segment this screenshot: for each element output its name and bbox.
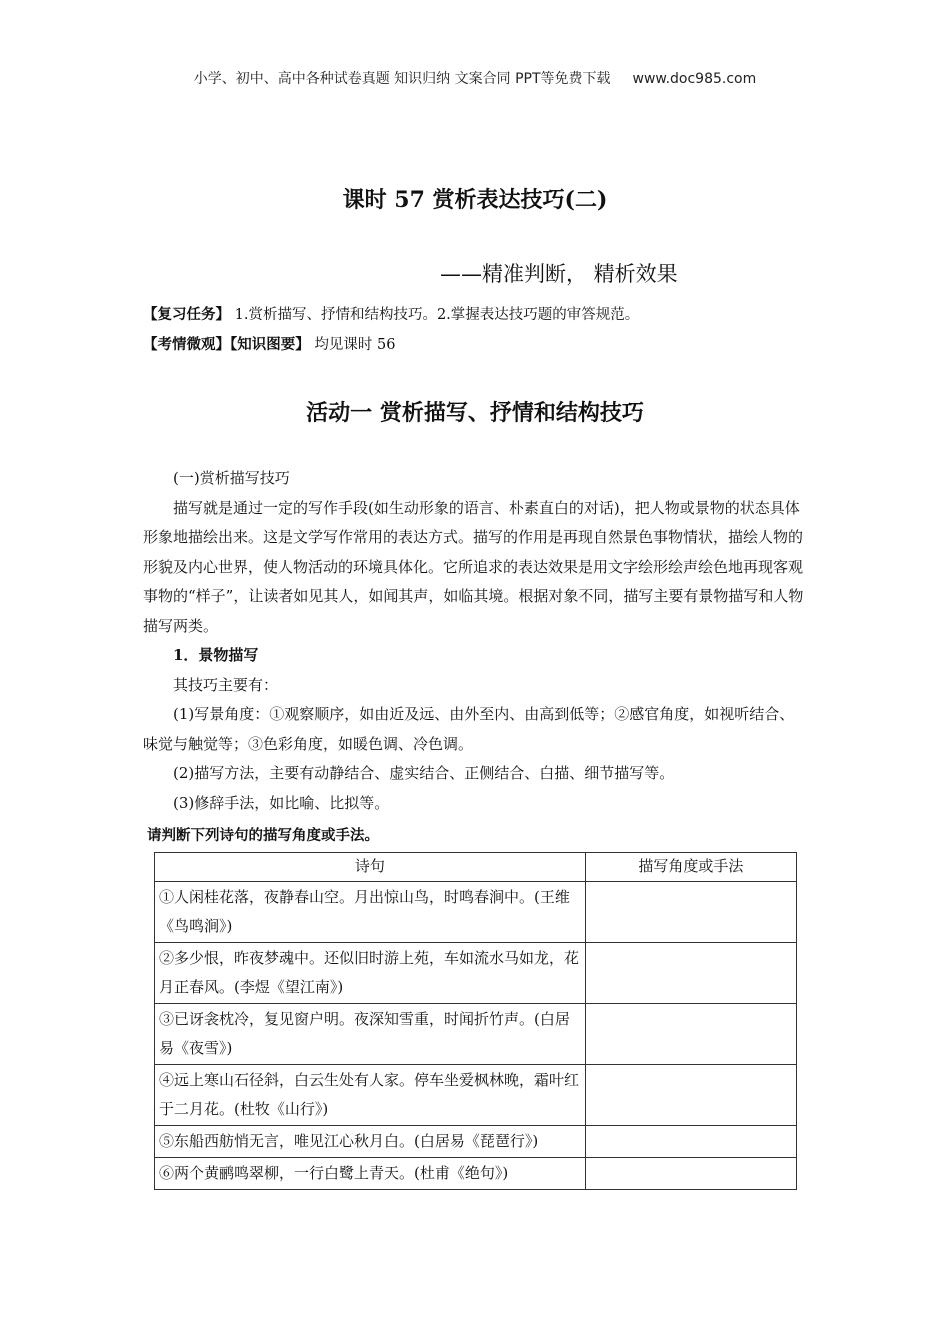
column-header-poem: 诗句 <box>155 853 586 882</box>
point-method: (2)描写方法，主要有动静结合、虚实结合、正侧结合、白描、细节描写等。 <box>173 764 675 782</box>
review-task-tag: 【复习任务】 <box>143 307 230 323</box>
poem-table <box>154 852 797 1190</box>
poem-cell: ②多少恨，昨夜梦魂中。还似旧时游上苑，车如流水马如龙，花月正春风。(李煜《望江南》) <box>155 943 586 1004</box>
lesson-subtitle: ——精准判断， 精析效果 <box>440 262 678 286</box>
sub-heading: (一)赏析描写技巧 <box>173 469 290 487</box>
table-row <box>155 1158 797 1190</box>
column-header-technique: 描写角度或手法 <box>585 853 796 882</box>
header-site-link[interactable]: www.doc985.com <box>632 71 757 87</box>
item-heading-scenery: 1．景物描写 <box>173 646 259 664</box>
poem-cell: ⑤东船西舫悄无言，唯见江心秋月白。(白居易《琵琶行》) <box>155 1126 586 1158</box>
exam-info-text: 均见课时 56 <box>314 337 396 353</box>
section-title: 活动一 赏析描写、抒情和结构技巧 <box>306 400 644 426</box>
table-row <box>155 882 797 943</box>
answer-cell[interactable] <box>585 1126 796 1158</box>
table-row <box>155 1126 797 1158</box>
lesson-title: 课时 57 赏析表达技巧(二) <box>342 187 608 213</box>
table-row <box>155 1004 797 1065</box>
review-task-text: 1.赏析描写、抒情和结构技巧。2.掌握表达技巧题的审答规范。 <box>234 307 640 323</box>
answer-cell[interactable] <box>585 1004 796 1065</box>
header-text: 小学、初中、高中各种试卷真题 知识归纳 文案合同 PPT等免费下载 <box>193 71 611 87</box>
poem-cell: ①人闲桂花落，夜静春山空。月出惊山鸟，时鸣春涧中。(王维《鸟鸣涧》) <box>155 882 586 943</box>
review-task <box>143 303 639 324</box>
poem-cell: ⑥两个黄鹂鸣翠柳，一行白鹭上青天。(杜甫《绝句》) <box>155 1158 586 1190</box>
exercise-prompt: 请判断下列诗句的描写角度或手法。 <box>147 828 379 844</box>
table-row <box>155 943 797 1004</box>
page-header <box>0 68 950 88</box>
point-rhetoric: (3)修辞手法，如比喻、比拟等。 <box>173 793 390 812</box>
answer-cell[interactable] <box>585 1065 796 1126</box>
answer-cell[interactable] <box>585 882 796 943</box>
point-angle: (1)写景角度：①观察顺序，如由近及远、由外至内、由高到低等；②感官角度，如视听结合、味觉与触觉等；③色彩角度，如暖色调、冷色调。 <box>143 705 795 753</box>
exam-info-tag: 【考情微观】【知识图要】 <box>143 337 310 353</box>
answer-cell[interactable] <box>585 943 796 1004</box>
exam-info <box>143 333 395 354</box>
poem-cell: ③已讶衾枕冷，复见窗户明。夜深知雪重，时闻折竹声。(白居易《夜雪》) <box>155 1004 586 1065</box>
paragraph-description: 描写就是通过一定的写作手段(如生动形象的语言、朴素直白的对话)，把人物或景物的状态具体形象地描绘出来。这是文学写作常用的表达方式。描写的作用是再现自然景色事物情状，描绘人物的形貌及内心世界，使人物活动的环境具体化。它所追求的表达效果是用文字绘形绘声绘色地再现客观事物的“样子”，让读者如见其人，如闻其声，如临其境。根据对象不同，描写主要有景物描写和人物描写两类。 <box>143 498 804 635</box>
answer-cell[interactable] <box>585 1158 796 1190</box>
table-row <box>155 1065 797 1126</box>
techniques-intro: 其技巧主要有： <box>173 675 279 694</box>
table-header-row <box>155 853 797 882</box>
content-body <box>143 464 807 818</box>
poem-cell: ④远上寒山石径斜，白云生处有人家。停车坐爱枫林晚，霜叶红于二月花。(杜牧《山行》) <box>155 1065 586 1126</box>
